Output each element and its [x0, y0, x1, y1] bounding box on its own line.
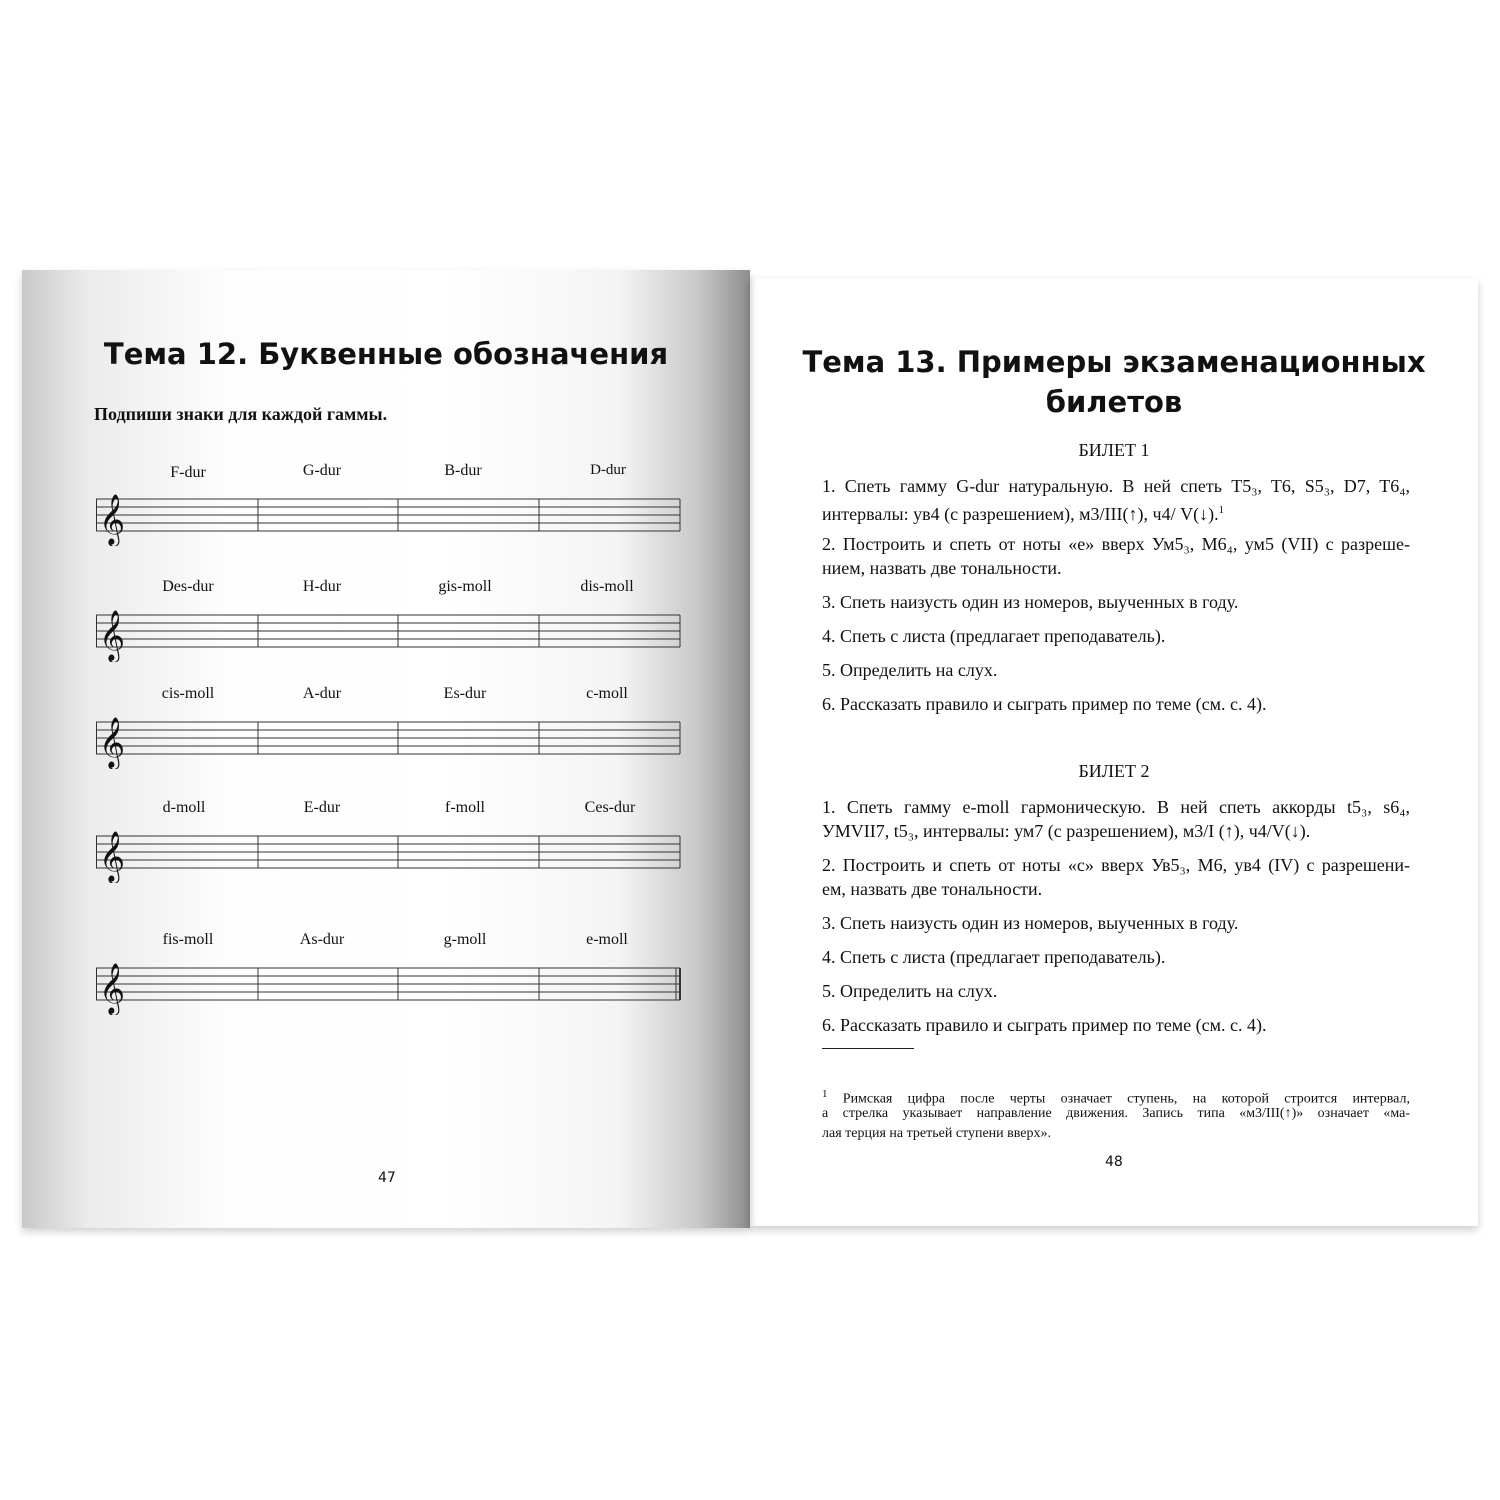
ticket-2-item-6: 6. Рассказать правило и сыграть пример по теме (см. с. 4). — [822, 1015, 1267, 1035]
scale-label: A-dur — [302, 685, 342, 702]
scale-label: cis-moll — [161, 685, 215, 702]
treble-clef-icon: 𝄞 — [99, 831, 126, 882]
ticket-1-item-2-line-2: нием, назвать две тональности. — [822, 558, 1062, 578]
scale-label: G-dur — [302, 462, 342, 479]
scale-label: g-moll — [443, 931, 487, 948]
left-page — [22, 270, 750, 1228]
scale-label: e-moll — [586, 931, 628, 948]
right-page — [750, 278, 1478, 1226]
ticket-2-item-2-line-2: ем, назвать две тональности. — [822, 879, 1043, 899]
ticket-1-item-3: 3. Спеть наизусть один из номеров, выученных в году. — [822, 592, 1239, 612]
ticket-2-item-2-line-1: 2. Построить и спеть от ноты «с» вверх Ув5₃, М6, ув4 (IV) с разрешени- — [822, 855, 1410, 875]
staff-labels — [96, 685, 681, 709]
music-staff — [96, 827, 681, 883]
page-title-right-line1: Тема 13. Примеры экзаменационных — [802, 345, 1426, 379]
scale-label: Des-dur — [162, 578, 214, 595]
scale-label: f-moll — [445, 799, 485, 816]
ticket-1-item-2-line-1: 2. Построить и спеть от ноты «е» вверх Ум5₃, М6₄, ум5 (VII) с разреше- — [822, 534, 1410, 554]
scale-label: H-dur — [302, 578, 342, 595]
staff-row — [96, 462, 681, 545]
scale-label: E-dur — [303, 799, 341, 816]
ticket-1-title: БИЛЕТ 1 — [1078, 440, 1150, 460]
scale-label: d-moll — [162, 799, 206, 816]
scale-label: Ces-dur — [584, 799, 636, 816]
scale-label: F-dur — [170, 464, 206, 481]
treble-clef-icon: 𝄞 — [99, 717, 126, 768]
staff-row — [96, 685, 681, 768]
ticket-2-item-4: 4. Спеть с листа (предлагает преподаватель). — [822, 947, 1166, 967]
scale-label: dis-moll — [580, 578, 634, 595]
ticket-1-item-1-line-2 — [822, 498, 1410, 526]
music-staff — [96, 490, 681, 546]
scale-label: B-dur — [444, 462, 482, 479]
scale-label: As-dur — [299, 931, 345, 948]
ticket-1-item-1-line-1: 1. Спеть гамму G-dur натуральную. В ней спеть T5₃, T6, S5₃, D7, T6₄, — [822, 476, 1410, 496]
scale-label: c-moll — [586, 685, 628, 702]
staff-row — [96, 799, 681, 882]
scale-label: fis-moll — [162, 931, 214, 948]
footnote-mark: 1 — [822, 1088, 828, 1100]
music-staff — [96, 606, 681, 662]
treble-clef-icon: 𝄞 — [99, 963, 126, 1014]
music-staff — [96, 959, 681, 1015]
page-number-left: 47 — [378, 1170, 396, 1186]
scale-label: D-dur — [590, 462, 626, 478]
ticket-2-title: БИЛЕТ 2 — [1078, 761, 1150, 781]
footnote-line-3: лая терция на третьей ступени вверх». — [822, 1126, 1052, 1141]
staff-labels — [96, 578, 681, 602]
footnote-divider — [822, 1048, 914, 1049]
footnote-marker: 1 — [1218, 504, 1225, 516]
page-title-right-line2: билетов — [1045, 385, 1183, 419]
scale-label: Es-dur — [443, 685, 487, 702]
ticket-2-item-1-line-1: 1. Спеть гамму e-moll гармоническую. В ней спеть аккорды t5₃, s6₄, — [822, 797, 1410, 817]
ticket-2-item-1-line-2: УМVII7, t5₃, интервалы: ум7 (с разрешением), м3/I (↑), ч4/V(↓). — [822, 821, 1311, 841]
treble-clef-icon: 𝄞 — [99, 610, 126, 661]
staff-row — [96, 578, 681, 661]
page-number-right: 48 — [1105, 1154, 1123, 1170]
staff-labels — [96, 462, 681, 486]
treble-clef-icon: 𝄞 — [99, 494, 126, 545]
ticket-1-item-5: 5. Определить на слух. — [822, 660, 998, 680]
instruction-text: Подпиши знаки для каждой гаммы. — [94, 404, 388, 424]
staff-labels — [96, 931, 681, 955]
ticket-1-item-4: 4. Спеть с листа (предлагает преподаватель). — [822, 626, 1166, 646]
music-staff — [96, 713, 681, 769]
ticket-2-item-5: 5. Определить на слух. — [822, 981, 998, 1001]
footnote-line-1-text: Римская цифра после черты означает ступень, на которой строится интервал, — [842, 1091, 1411, 1107]
staff-row — [96, 931, 681, 1014]
ticket-2-item-3: 3. Спеть наизусть один из номеров, выученных в году. — [822, 913, 1239, 933]
page-title-left: Тема 12. Буквенные обозначения — [103, 337, 669, 371]
scale-label: gis-moll — [438, 578, 492, 595]
footnote-line-2: а стрелка указывает направление движения. Запись типа «м3/III(↑)» означает «ма- — [822, 1106, 1410, 1121]
staff-labels — [96, 799, 681, 823]
ticket-1-item-6: 6. Рассказать правило и сыграть пример по теме (см. с. 4). — [822, 694, 1267, 714]
ticket-1-item-1-line-2-text: интервалы: ув4 (с разрешением), м3/III(↑), ч4/ V(↓). — [822, 504, 1219, 524]
